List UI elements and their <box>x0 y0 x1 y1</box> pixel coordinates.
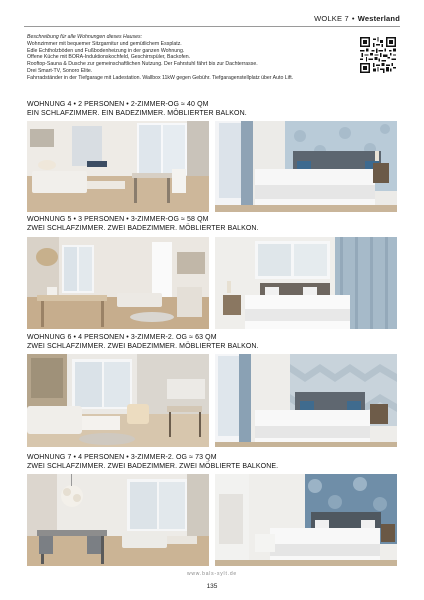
dining-room-photo[interactable] <box>27 474 209 566</box>
description-intro: Beschreibung für alle Wohnungen dieses Hauses: <box>27 34 143 40</box>
unit-heading <box>27 333 259 351</box>
location-name: Westerland <box>357 14 400 23</box>
unit-title: WOHNUNG 7 • 4 PERSONEN • 3-ZIMMER-2. OG ≈ 73 QM <box>27 454 217 461</box>
description-line: Fahrradständer in der Tiefgarage mit Ladestation. Wallbox 11kW gegen Gebühr. Tiefgaragenstellplatz über Auto Lift. <box>27 74 294 81</box>
living-room-photo[interactable] <box>27 121 209 212</box>
unit-subtitle: ZWEI SCHLAFZIMMER. ZWEI BADEZIMMER. MÖBLIERTER BALKON. <box>27 343 259 350</box>
bedroom-photo[interactable] <box>215 474 397 566</box>
page-number: 135 <box>206 583 218 590</box>
unit-title: WOHNUNG 5 • 3 PERSONEN • 3-ZIMMER-OG ≈ 58 QM <box>27 216 209 223</box>
unit-subtitle: EIN SCHLAFZIMMER. EIN BADEZIMMER. MÖBLIERTER BALKON. <box>27 110 247 117</box>
header-separator: • <box>351 14 355 23</box>
unit-subtitle: ZWEI SCHLAFZIMMER. ZWEI BADEZIMMER. MÖBLIERTER BALKON. <box>27 225 259 232</box>
bedroom-photo[interactable] <box>215 121 397 212</box>
unit-title: WOHNUNG 4 • 2 PERSONEN • 2-ZIMMER-OG ≈ 40 QM <box>27 101 209 108</box>
unit-title: WOHNUNG 6 • 4 PERSONEN • 3-ZIMMER-2. OG ≈ 63 QM <box>27 334 217 341</box>
description-line: Drei Smart-TV, Sonoro Elite. <box>27 67 93 74</box>
footer-url[interactable]: www.bals-sylt.de <box>186 571 238 577</box>
description-line: Rooftop-Sauna & Dusche zur gemeinschaftlichen Nutzung. Der Fahrstuhl fährt bis zur Dachterrasse. <box>27 61 258 68</box>
house-description <box>27 34 345 82</box>
description-line: Edle Echtholzböden und Fußbodenheizung in der ganzen Wohnung. <box>27 47 185 54</box>
unit-heading <box>27 453 278 471</box>
living-room-photo[interactable] <box>27 354 209 447</box>
dining-living-photo[interactable] <box>27 237 209 329</box>
description-line: Offene Küche mit BORA-Induktionskochfeld, Geschirrspüler, Backofen. <box>27 54 191 61</box>
bedroom-photo[interactable] <box>215 237 397 329</box>
bedroom-photo[interactable] <box>215 354 397 447</box>
description-line: Wohnzimmer mit bequemer Sitzgarnitur und gemütlichem Essplatz. <box>27 40 182 47</box>
unit-subtitle: ZWEI SCHLAFZIMMER. ZWEI BADEZIMMER. ZWEI MÖBLIERTE BALKONE. <box>27 463 279 470</box>
page-header <box>24 11 400 27</box>
unit-heading <box>27 215 259 233</box>
unit-heading <box>27 100 247 118</box>
building-name: WOLKE 7 <box>314 14 349 23</box>
qr-code-icon[interactable] <box>360 37 396 73</box>
